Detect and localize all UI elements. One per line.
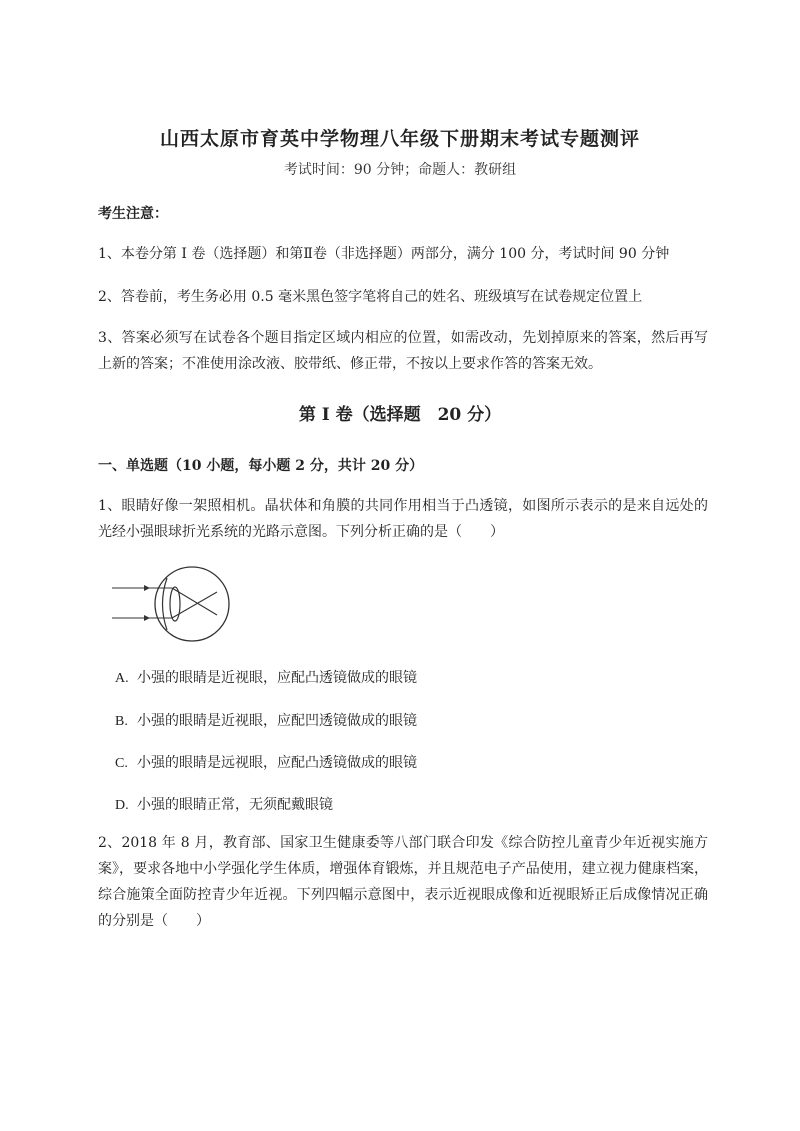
option-text: 小强的眼睛是近视眼，应配凸透镜做成的眼镜 <box>137 670 417 686</box>
exam-subtitle: 考试时间：90 分钟；命题人：教研组 <box>283 162 517 178</box>
question-stem: 1、眼睛好像一架照相机。晶状体和角膜的共同作用相当于凸透镜，如图所示表示的是来自远处的光经小强眼球折光系统的光路示意图。下列分析正确的是（ ） <box>98 498 708 540</box>
eye-ray-diagram <box>112 560 230 652</box>
refracted-ray-lower <box>172 592 217 618</box>
notice-item: 2、答卷前，考生务必用 0.5 毫米黑色签字笔将自己的姓名、班级填写在试卷规定位置上 <box>98 289 643 305</box>
arrow-icon <box>144 585 150 591</box>
option-d[interactable] <box>115 794 333 814</box>
eyeball-outline <box>155 567 229 641</box>
exam-title: 山西太原市育英中学物理八年级下册期末考试专题测评 <box>159 128 640 150</box>
option-letter: C. <box>115 756 128 771</box>
option-letter: D. <box>115 798 129 813</box>
option-letter: A. <box>115 671 129 686</box>
question-stem: 2、2018 年 8 月，教育部、国家卫生健康委等八部门联合印发《综合防控儿童青少年近视实施方案》，要求各地中小学强化学生体质，增强体育锻炼，并且规范电子产品使用，建立视力健康档案，综合施策全面防控青少年近视。下列四幅示意图中，表示近视眼成像和近视眼矫正后成像情况正确的分别是（ ） <box>98 835 708 929</box>
notice-heading: 考生注意： <box>98 206 168 222</box>
option-text: 小强的眼睛是近视眼，应配凹透镜做成的眼镜 <box>137 713 417 729</box>
option-b[interactable] <box>115 710 417 730</box>
refracted-ray-upper <box>172 588 217 615</box>
arrow-icon <box>144 615 150 621</box>
option-text: 小强的眼睛是远视眼，应配凸透镜做成的眼镜 <box>137 755 417 771</box>
notice-item: 1、本卷分第 I 卷（选择题）和第Ⅱ卷（非选择题）两部分，满分 100 分，考试时间 90 分钟 <box>98 246 670 262</box>
option-text: 小强的眼睛正常，无须配戴眼镜 <box>137 797 333 813</box>
section-title: 第 I 卷（选择题 20 分） <box>298 405 502 425</box>
cornea-curve <box>163 578 168 630</box>
option-letter: B. <box>115 714 128 729</box>
option-a[interactable] <box>115 667 417 687</box>
notice-item: 3、答案必须写在试卷各个题目指定区域内相应的位置，如需改动，先划掉原来的答案，然后再写上新的答案；不准使用涂改液、胶带纸、修正带，不按以上要求作答的答案无效。 <box>98 330 708 372</box>
part-heading: 一、单选题（10 小题，每小题 2 分，共计 20 分） <box>98 458 424 474</box>
option-c[interactable] <box>115 752 417 772</box>
